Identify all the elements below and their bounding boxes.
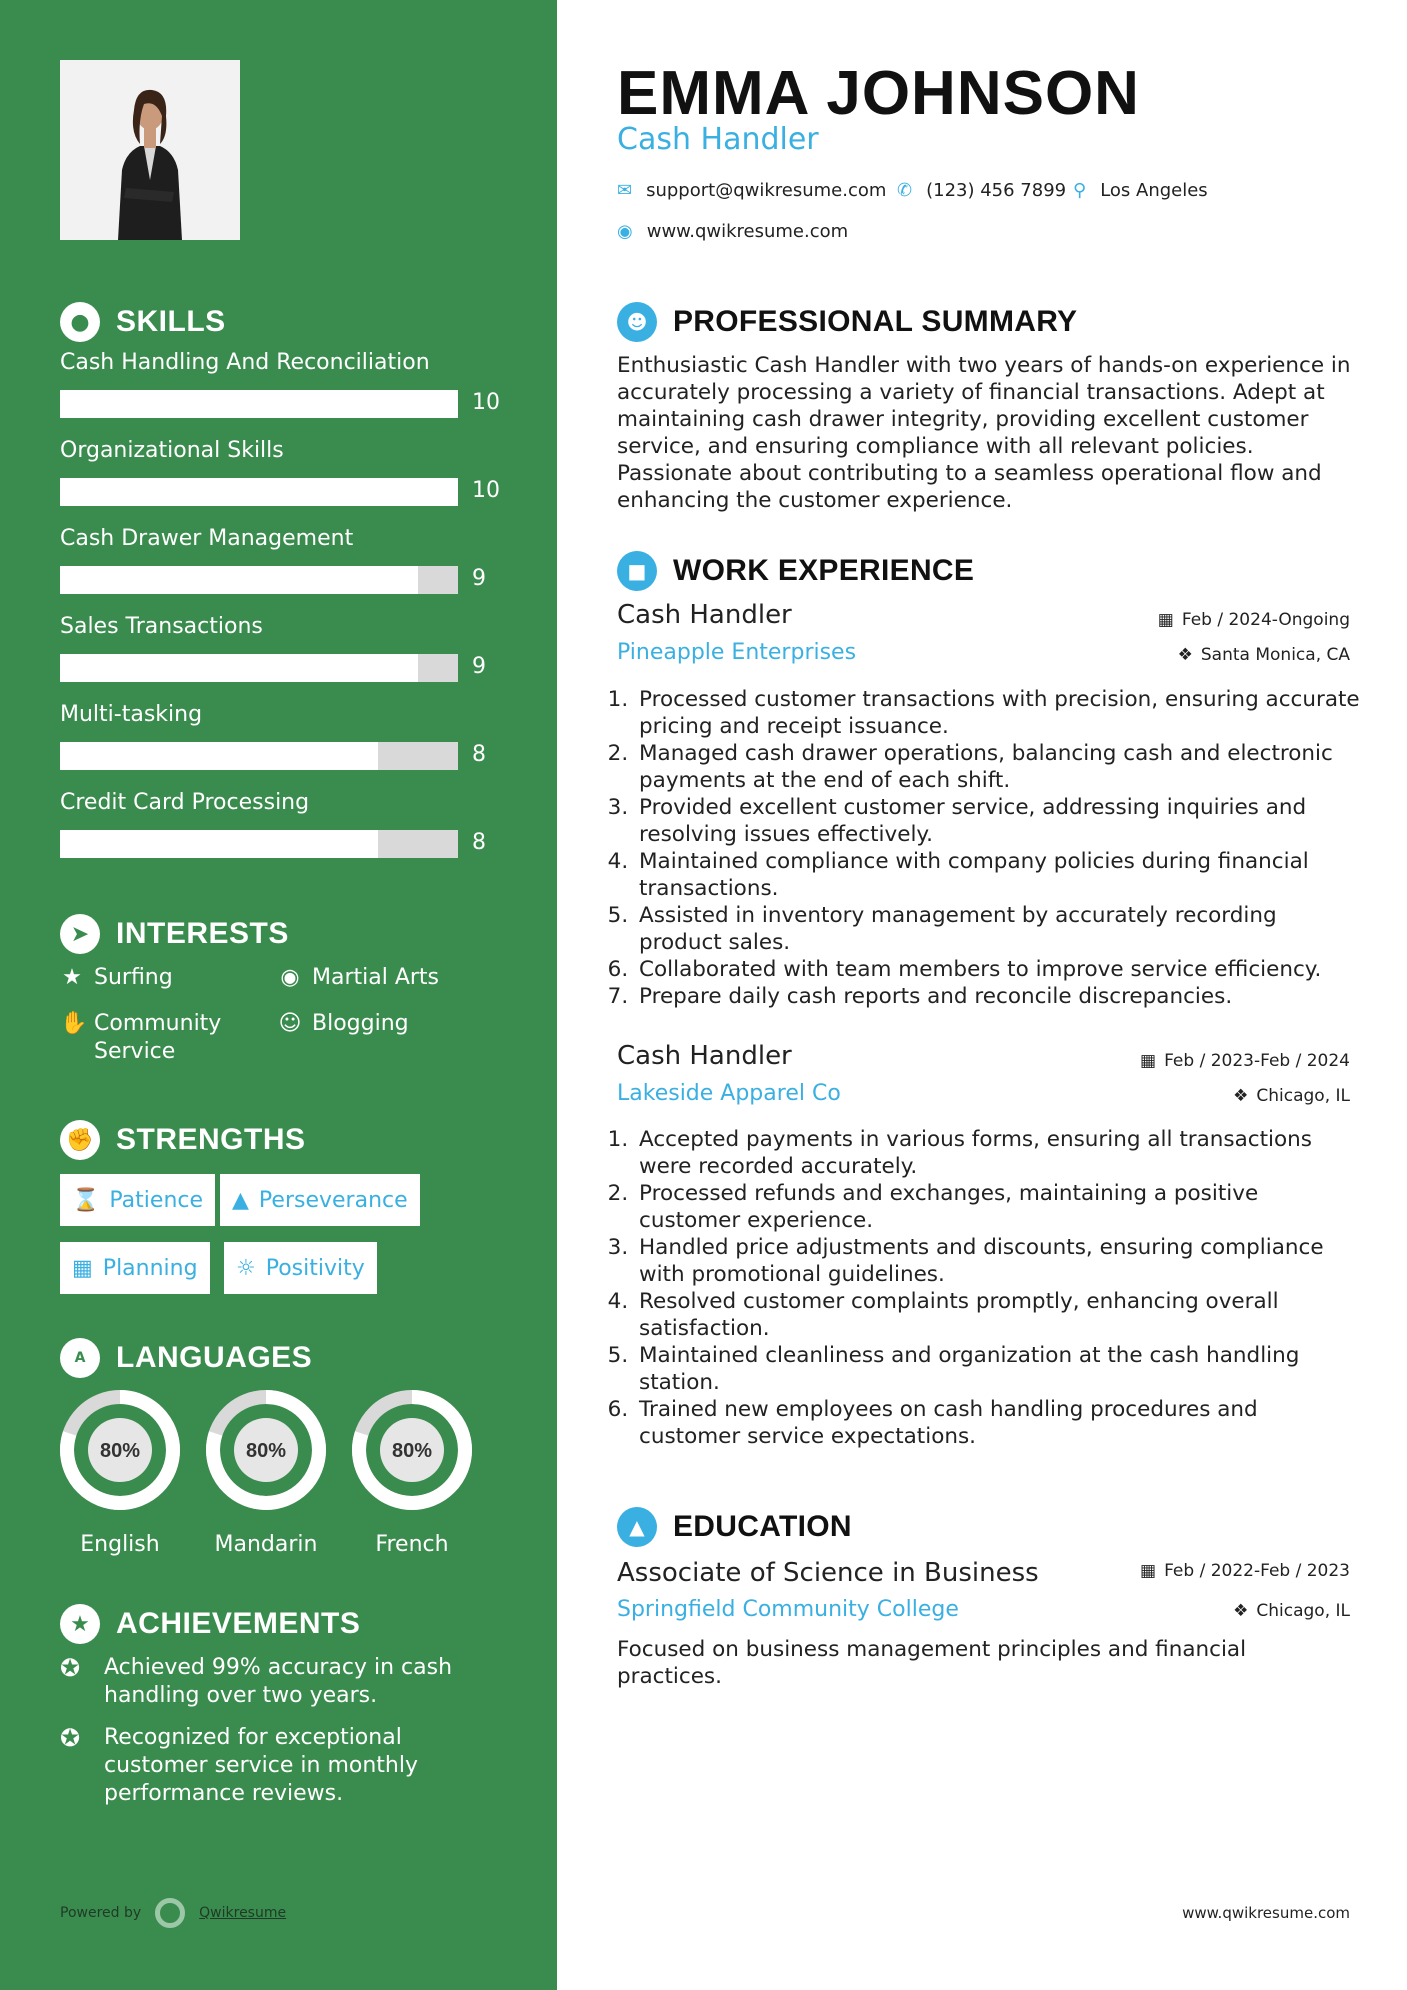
powered-by [60,1898,286,1928]
skill-value: 8 [472,830,486,855]
strengths-heading [60,1120,306,1160]
job-location-text: Santa Monica, CA [1200,645,1350,665]
powered-link[interactable]: Qwikresume [199,1905,287,1921]
contact-email[interactable] [617,180,886,201]
sun-icon: ☼ [236,1255,256,1281]
job-title: Cash Handler [617,600,792,630]
contact-website[interactable] [617,221,848,242]
footer-url[interactable]: www.qwikresume.com [1182,1904,1350,1922]
skill-bar-fill [60,566,418,594]
duty-item: 5. Maintained cleanliness and organization at the cash handling station. [635,1342,1362,1396]
language-name: English [80,1532,160,1557]
interest-label: Martial Arts [312,965,440,990]
job-date [1158,610,1350,630]
paper-plane-icon: ➤ [60,914,100,954]
summary-heading [617,302,1077,342]
skill-item [60,790,500,855]
education-title: EDUCATION [673,1510,852,1543]
main-content [557,0,1407,1990]
job-location [1178,645,1350,665]
skill-bar-fill [60,478,458,506]
job-location-text: Chicago, IL [1256,1086,1350,1106]
job-date-text: Feb / 2024-Ongoing [1181,610,1350,630]
contact-phone[interactable] [897,180,1066,201]
graduation-cap-icon: ▲ [617,1507,657,1547]
lightbulb-icon: ● [60,302,100,342]
fist-icon: ✊ [60,1120,100,1160]
skill-bar [60,742,458,770]
shooting-star-icon: ✪ [60,1724,81,1752]
contact-location [1073,180,1208,201]
experience-heading [617,551,974,591]
powered-label: Powered by [60,1905,142,1921]
job-date-text: Feb / 2023-Feb / 2024 [1164,1051,1350,1071]
candidate-name: EMMA JOHNSON [617,59,1140,128]
education-heading [617,1507,852,1547]
skill-item [60,702,500,767]
skill-value: 8 [472,742,486,767]
skill-name: Cash Handling And Reconciliation [60,350,430,375]
pushpin-icon: ❖ [1233,1086,1249,1106]
email-text: support@qwikresume.com [646,180,887,201]
achievement-item [60,1654,510,1710]
summary-text: Enthusiastic Cash Handler with two years of hands-on experience in accurately processing a variety of financial transactions. Adept at maintaining cash drawer integrity, providing excellent customer service, and ensuring compliance with all relevant policies. Passionate about contributing to a seamless operational flow and enhancing the customer experience. [617,353,1351,513]
star-icon: ★ [62,965,82,990]
language-item [58,1388,182,1557]
user-icon: ☻ [617,302,657,342]
skill-name: Credit Card Processing [60,790,310,815]
skill-bar [60,566,458,594]
language-percent: 80% [99,1440,141,1462]
strength-label: Positivity [265,1255,365,1281]
interest-label: Surfing [94,965,173,990]
duty-item: 4. Maintained compliance with company policies during financial transactions. [635,848,1362,902]
skill-bar-fill [60,742,378,770]
language-item [204,1388,328,1557]
strengths-title: STRENGTHS [116,1123,306,1156]
language-item [350,1388,474,1557]
skill-name: Multi-tasking [60,702,203,727]
skill-value: 10 [472,478,500,503]
education-degree: Associate of Science in Business [617,1558,1039,1588]
duty-item: 3. Handled price adjustments and discounts, ensuring compliance with promotional guidelines. [635,1234,1362,1288]
sidebar [0,0,557,1990]
education-location [1233,1601,1350,1621]
interests-title: INTERESTS [116,917,289,950]
interest-label: Blogging [312,1011,409,1036]
interests-heading [60,914,289,954]
languages-heading [60,1338,312,1378]
strength-badge [60,1174,215,1226]
strength-label: Planning [102,1255,198,1281]
skill-bar [60,478,458,506]
hourglass-icon: ⌛ [72,1187,100,1213]
achievement-item [60,1724,510,1808]
language-percent: 80% [391,1440,433,1462]
duty-item: 1. Accepted payments in various forms, ensuring all transactions were recorded accurately. [635,1126,1362,1180]
job-date [1140,1051,1350,1071]
skill-name: Organizational Skills [60,438,284,463]
duty-item: 5. Assisted in inventory management by accurately recording product sales. [635,902,1362,956]
strength-badge [60,1242,210,1294]
language-name: French [375,1532,449,1557]
interest-item [60,964,173,992]
skill-value: 10 [472,390,500,415]
job-location [1233,1086,1350,1106]
strength-badge [224,1242,377,1294]
location-text: Los Angeles [1100,180,1208,201]
strength-label: Perseverance [258,1187,408,1213]
duty-item: 6. Trained new employees on cash handling procedures and customer service expectations. [635,1396,1362,1450]
globe-icon: ◉ [280,965,300,990]
strength-badge [220,1174,420,1226]
map-pin-icon: ⚲ [1073,180,1087,201]
job-title: Cash Handler [617,1041,792,1071]
calendar-icon: ▦ [1140,1561,1157,1581]
skill-bar-fill [60,654,418,682]
phone-icon: ✆ [897,180,913,201]
job-company: Pineapple Enterprises [617,640,857,665]
skills-title: SKILLS [116,305,226,338]
skills-heading [60,302,226,342]
skill-item [60,614,500,679]
education-location-text: Chicago, IL [1256,1601,1350,1621]
skill-name: Sales Transactions [60,614,263,639]
languages-title: LANGUAGES [116,1341,313,1374]
duty-item: 2. Managed cash drawer operations, balancing cash and electronic payments at the end of each shift. [635,740,1362,794]
job-duties [617,1126,1362,1450]
education-date-text: Feb / 2022-Feb / 2023 [1164,1561,1350,1581]
duty-item: 7. Prepare daily cash reports and reconcile discrepancies. [635,983,1362,1010]
envelope-icon: ✉ [617,180,633,201]
language-ring [350,1388,474,1512]
interest-item [60,1010,240,1066]
education-description: Focused on business management principles and financial practices. [617,1637,1247,1689]
pushpin-icon: ❖ [1233,1601,1249,1621]
globe-icon: ◉ [617,221,633,242]
strength-label: Patience [109,1187,204,1213]
road-icon: ▲ [232,1187,249,1213]
education-school: Springfield Community College [617,1597,959,1622]
shooting-star-icon: ✪ [60,1654,81,1682]
interest-label: Community Service [94,1011,222,1064]
duty-item: 2. Processed refunds and exchanges, maintaining a positive customer experience. [635,1180,1362,1234]
education-date [1140,1561,1350,1581]
pushpin-icon: ❖ [1177,645,1193,665]
candidate-role: Cash Handler [617,122,819,157]
duty-item: 1. Processed customer transactions with precision, ensuring accurate pricing and receipt issuance. [635,686,1362,740]
skill-name: Cash Drawer Management [60,526,354,551]
skill-bar [60,830,458,858]
achievement-text: Achieved 99% accuracy in cash handling over two years. [104,1655,453,1708]
language-ring [58,1388,182,1512]
achievement-text: Recognized for exceptional customer service in monthly performance reviews. [104,1725,418,1806]
skill-value: 9 [472,654,486,679]
qwikresume-logo-icon [155,1898,185,1928]
calendar-icon: ▦ [1157,610,1174,630]
summary-title: PROFESSIONAL SUMMARY [673,305,1078,338]
experience-title: WORK EXPERIENCE [673,554,975,587]
language-name: Mandarin [214,1532,318,1557]
skill-value: 9 [472,566,486,591]
language-percent: 80% [245,1440,287,1462]
job-duties [617,686,1362,1010]
duty-item: 6. Collaborated with team members to improve service efficiency. [635,956,1362,983]
skill-bar-fill [60,390,458,418]
duty-item: 3. Provided excellent customer service, addressing inquiries and resolving issues effectively. [635,794,1362,848]
language-icon: A [60,1338,100,1378]
job-company: Lakeside Apparel Co [617,1081,841,1106]
website-text: www.qwikresume.com [646,221,849,242]
skill-item [60,438,500,503]
users-icon: ☺ [278,1011,302,1036]
briefcase-icon: ■ [617,551,657,591]
calendar-icon: ▦ [72,1255,93,1281]
achievements-title: ACHIEVEMENTS [116,1607,361,1640]
phone-text: (123) 456 7899 [926,180,1067,201]
skill-bar [60,390,458,418]
duty-item: 4. Resolved customer complaints promptly, enhancing overall satisfaction. [635,1288,1362,1342]
profile-photo [60,60,240,240]
language-ring [204,1388,328,1512]
skill-bar [60,654,458,682]
hand-icon: ✋ [60,1011,88,1036]
skill-item [60,526,500,591]
skill-item [60,350,500,415]
skill-bar-fill [60,830,378,858]
star-badge-icon: ★ [60,1604,100,1644]
achievements-heading [60,1604,360,1644]
interest-item [278,964,439,992]
interest-item [278,1010,409,1038]
calendar-icon: ▦ [1140,1051,1157,1071]
